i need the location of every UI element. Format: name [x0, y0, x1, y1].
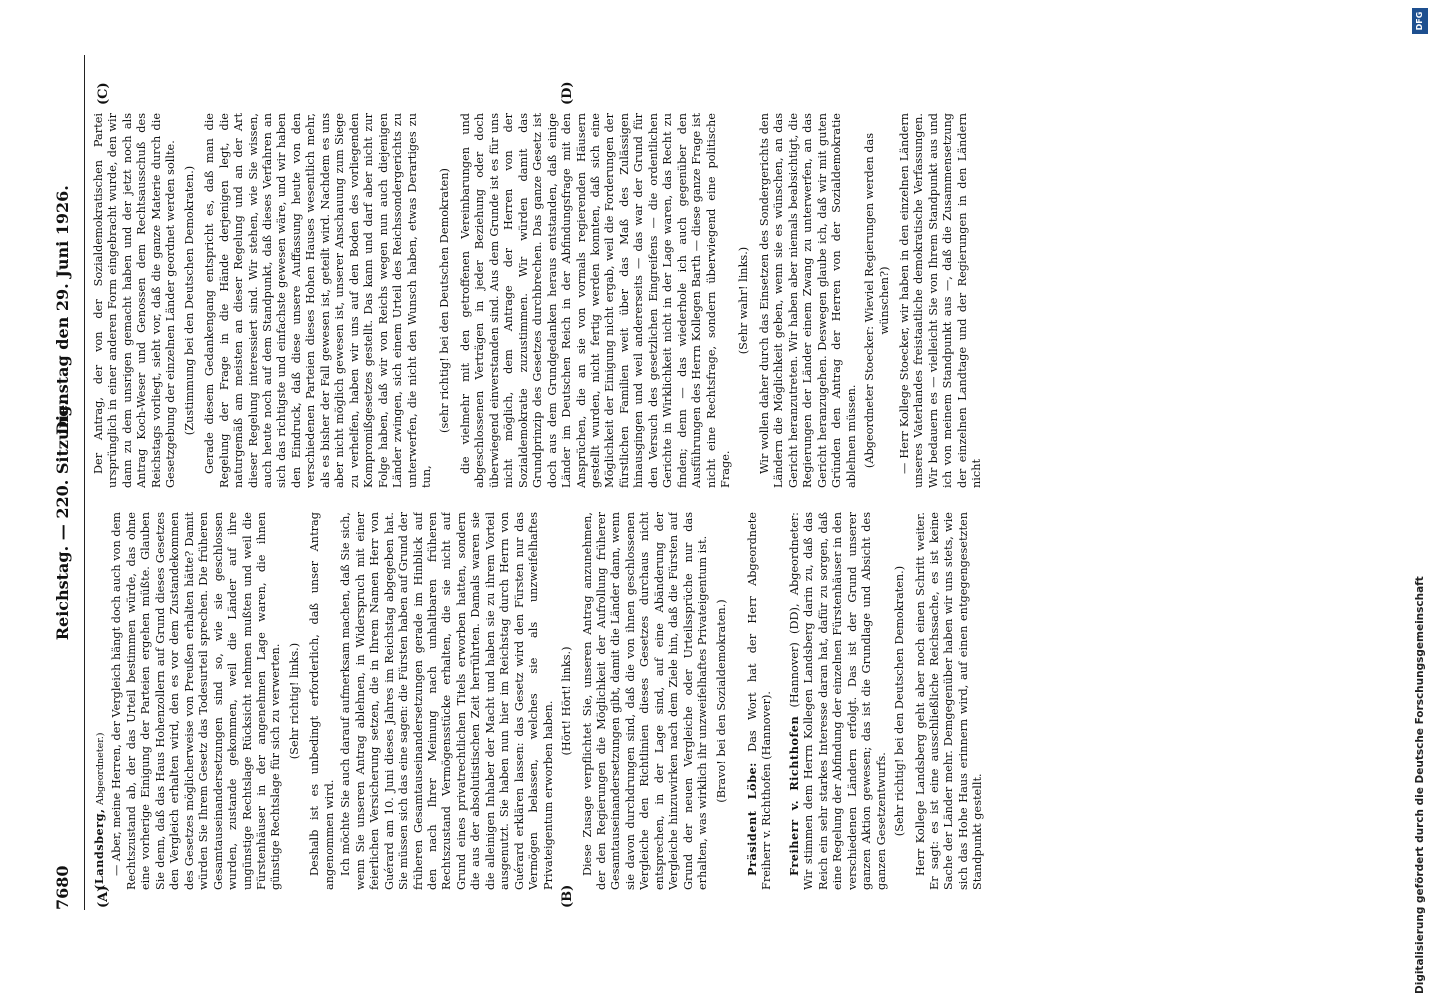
- speech-paragraph: Deshalb ist es unbedingt erforderlich, daß unser Antrag angenommen wird.: [308, 512, 336, 890]
- speech-paragraph: — Herr Kollege Stoecker, wir haben in den einzelnen Ländern unseres Vaterlandes freistaatliche demokratische Verfassungen. Wir bedauern es — vielleicht Sie von Ihrem Standpunkt aus und ich von meinem Standpunkt aus —, daß die Zusammensetzung der einzelnen Landtage und der Regierungen in den Ländern nicht: [898, 113, 984, 488]
- right-column: [92, 113, 1287, 488]
- page-number: 7680: [53, 865, 72, 910]
- running-head-right: [48, 55, 78, 435]
- interjection: (sehr richtig! bei den Deutschen Demokraten): [438, 168, 452, 433]
- speech-paragraph: [745, 512, 775, 890]
- interjection: (Sehr richtig! bei den Deutschen Demokraten.): [893, 565, 907, 837]
- digitization-note: Digitalisierung gefördert durch die Deutsche Forschungsgemeinschaft: [1414, 576, 1426, 994]
- dfg-logo: [1412, 8, 1428, 34]
- date-header: Dienstag den 29. Juni 1926.: [53, 185, 72, 435]
- dfg-logo-text: DFG: [1415, 11, 1424, 31]
- margin-mark-c: (C): [96, 82, 111, 105]
- interjection: (Abgeordneter Stoecker: Wieviel Regierungen werden das wünschen?): [863, 132, 891, 469]
- speech-paragraph: Diese Zusage verpflichtet Sie, unseren Antrag anzunehmen, der den Regierungen die Möglichkeit der Aufrollung früherer Gesamtauseinandersetzungen gibt, damit die Länder dann, wenn sie davon durchdrungen sind, daß die von ihnen geschlossenen Vergleiche den Richtlinien dieses Gesetzes durchaus nicht entsprechen, in der Lage sind, auf eine Abänderung der Vergleiche hinzuwirken nach dem Ziele hin, daß die Fürsten auf Grund der neuen Vergleiche oder Urteilssprüche nur das erhalten, was wirklich ihr unzweifelhaftes Privateigentum ist.: [580, 512, 710, 890]
- speech-paragraph: Gerade diesem Gedankengang entspricht es, daß man die Regelung der Frage in die Hände derjenigen legt, die naturgemäß am meisten an dieser Regelung und an der Art dieser Regelung interessiert sind. Wir stehen, wie Sie wissen, auch heute noch auf dem Standpunkt, daß dieses Verfahren an sich das richtigste und einfachste gewesen wäre, und wir haben den Eindruck, daß diese unsere Auffassung heute von den verschiedenen Parteien dieses Hohen Hauses wesentlich mehr, als es bisher der Fall gewesen ist, geteilt wird. Nachdem es uns aber nicht möglich gewesen ist, unserer Anschauung zum Siege zu verhelfen, haben wir uns auf den Boden des vorliegenden Kompromißgesetzes gestellt. Das kann und darf aber nicht zur Folge haben, daß wir von Reichs wegen nun auch diejenigen Länder zwingen, sich einem Urteil des Reichssondergerichts zu unterwerfen, die nicht den Wunsch haben, etwas Derartiges zu tun,: [203, 113, 433, 488]
- speech-paragraph: Wir wollen daher durch das Einsetzen des Sondergerichts den Ländern die Möglichkeit geben, wenn sie es wünschen, an das Gericht heranzutreten. Wir haben aber niemals beabsichtigt, die Regierungen der Länder einem Zwang zu unterwerfen, an das Gericht heranzugehen. Deswegen glaube ich, daß wir mit guten Gründen den Antrag der Herren von der Sozialdemokratie ablehnen müssen.: [757, 113, 858, 488]
- speech-text: Das Wort hat der Herr Abgeordnete Freiherr v. Richthofen (Hannover).: [746, 512, 774, 890]
- speaker-name: Präsident Löbe:: [745, 762, 760, 876]
- interjection: (Bravo! bei den Sozialdemokraten.): [714, 599, 728, 803]
- header-rule: [84, 55, 85, 910]
- interjection: (Hört! Hört! links.): [560, 646, 574, 756]
- paragraph-gap: [735, 512, 745, 890]
- speaker-name: (Landsberg,: [92, 808, 106, 890]
- paragraph-gap: [777, 512, 787, 890]
- speech-text: (Hannover) (DD), Abgeordneter: Wir stimmen dem Herrn Kollegen Landsberg darin zu, daß das Reich ein sehr starkes Interesse daran hat, dafür zu sorgen, daß eine Regelung der Abfindung der einzelnen Fürstenhäuser in den verschiedenen Ländern erfolgt. Das ist der Grund unserer ganzen Aktion gewesen; das ist die Grundlage und Absicht des ganzen Gesetzentwurfs.: [787, 512, 888, 890]
- margin-mark-d: (D): [560, 81, 575, 105]
- speech-paragraph: die vielmehr mit den getroffenen Vereinbarungen und abgeschlossenen Verträgen in jeder Beziehung oder doch überwiegend einverstanden sind. Aus dem Grunde ist es für uns nicht möglich, dem Antrage der Herren von der Sozialdemokratie zuzustimmen. Wir würden damit das Grundprinzip des Gesetzes durchbrechen. Das ganze Gesetz ist doch aus dem Grundgedanken heraus entstanden, daß einige Länder im Deutschen Reich in der Abfindungsfrage mit den Ansprüchen, die an sie von vormals regierenden Häusern gestellt wurden, nicht fertig werden konnten, daß sich eine Möglichkeit der Einigung nicht ergab, weil die Forderungen der fürstlichen Familien weit über das Maß des Zulässigen hinausgingen und weil andererseits — das war der Grund für den Versuch des gesetzlichen Eingreifens — die ordentlichen Gerichte in Wirklichkeit nicht in der Lage waren, das Recht zu finden; denn — das wiederhole ich auch gegenüber den Ausführungen des Herrn Kollegen Barth — diese ganze Frage ist nicht eine Rechtsfrage, sondern überwiegend eine politische Frage.: [458, 113, 733, 488]
- margin-mark-a: (A): [96, 885, 111, 908]
- speech-paragraph: [787, 512, 889, 890]
- interjection: (Zustimmung bei den Deutschen Demokraten.): [182, 165, 196, 436]
- session-header: Reichstag. — 220. Sitzung.: [53, 400, 72, 641]
- speaker-role: Abgeordneter.): [95, 732, 106, 805]
- speaker-name: Freiherr v. Richthofen: [786, 715, 801, 876]
- speech-paragraph: Herr Kollege Landsberg geht aber noch einen Schritt weiter. Er sagt: es ist eine ausschließliche Reichssache, es ist keine Sache der Länder mehr. Demgegenüber haben wir uns stets, wie sich das Hohe Haus erinnern wird, auf einen entgegengesetzten Standpunkt gestellt.: [913, 512, 985, 890]
- interjection: (Sehr wahr! links.): [737, 246, 751, 355]
- margin-mark-b: (B): [560, 884, 575, 908]
- running-head-left: [48, 400, 78, 910]
- speaker-continuation: [92, 512, 108, 890]
- interjection: (Sehr richtig! links.): [287, 642, 301, 760]
- speech-paragraph: Der Antrag, der von der Sozialdemokratischen Partei ursprünglich in einer anderen Form eingebracht wurde, den wir dann zu dem unsrigen gemacht haben und der jetzt noch als Antrag Koch-Weser und Genossen dem Rechtsausschuß des Reichstags vorliegt, sieht vor, daß die ganze Materie durch die Gesetzgebung der einzelnen Länder geordnet werden sollte.: [92, 113, 178, 488]
- left-column: [92, 512, 1287, 890]
- digitization-band: [1408, 4, 1432, 996]
- speech-paragraph: Ich möchte Sie auch darauf aufmerksam machen, daß Sie sich, wenn Sie unseren Antrag ablehnen, in Widerspruch mit einer feierlichen Versicherung setzen, die in Ihrem Namen Herr von Guérard am 10. Juni dieses Jahres im Reichstag abgegeben hat. Sie müssen sich das eine sagen: die Fürsten haben auf Grund der früheren Gesamtauseinandersetzungen gerade im Hinblick auf den nach Ihrer Meinung nach unhaltbaren früheren Rechtszustand Vermögensstücke erhalten, die sie nicht auf Grund eines privatrechtlichen Titels erworben hatten, sondern die aus der absolutistischen Zeit herrührten. Damals waren sie die alleinigen Inhaber der Macht und haben sie zu ihrem Vorteil ausgenutzt. Sie haben nun hier im Reichstag durch Herrn von Guérard erklären lassen: das Gesetz wird den Fürsten nur das Vermögen belassen, welches sie als unzweifelhaftes Privateigentum erworben haben.: [339, 512, 555, 890]
- speech-paragraph: — Aber, meine Herren, der Vergleich hängt doch auch von dem Rechtszustand ab, der das Urteil bestimmen würde, das ohne eine vorherige Einigung der Parteien ergehen müßte. Glauben Sie denn, daß das Haus Hohenzollern auf Grund dieses Gesetzes den Vergleich erhalten wird, den es vor dem Zustandekommen des Gesetzes möglicherweise von Preußen erhalten hätte? Damit würden Sie Ihrem Gesetz das Todesurteil sprechen. Die früheren Gesamtauseinandersetzungen sind so, wie sie geschlossen wurden, zustande gekommen, weil die Länder auf ihre ungünstige Rechtslage Rücksicht nehmen mußten und weil die Fürstenhäuser in der angenehmen Lage waren, die ihnen günstige Rechtslage für sich zu verwerten.: [110, 512, 283, 890]
